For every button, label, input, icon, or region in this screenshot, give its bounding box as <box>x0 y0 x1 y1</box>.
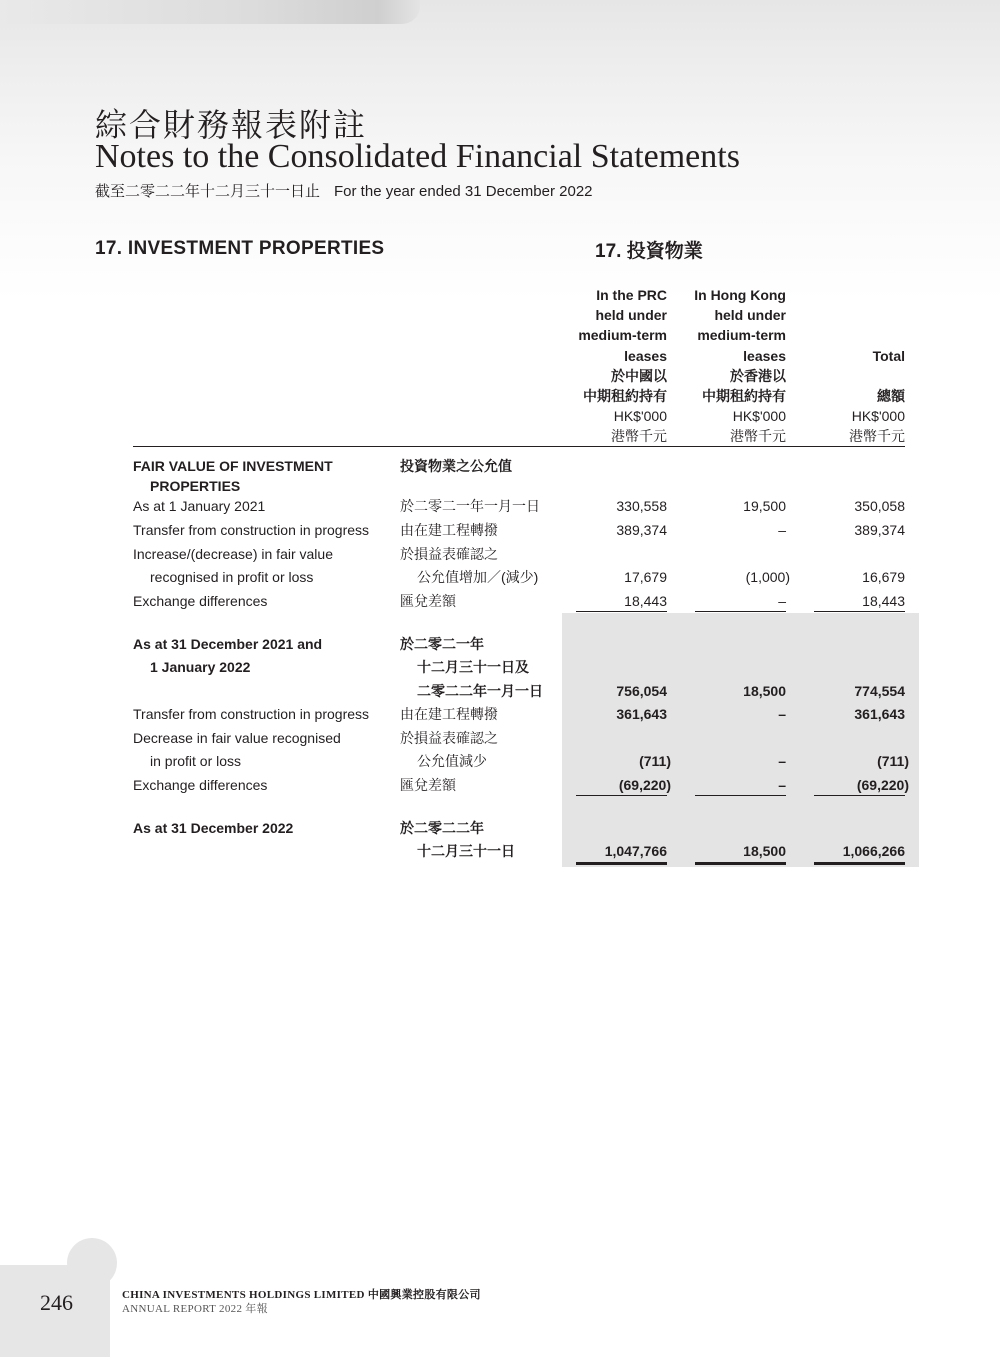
col-prc-line4: leases <box>624 347 667 364</box>
cell-value: – <box>778 777 786 793</box>
col-hk-line2: held under <box>714 307 786 324</box>
row-label-en: Transfer from construction in progress <box>133 522 370 538</box>
current-year-shading <box>562 613 919 867</box>
cell-value: 19,500 <box>743 498 786 514</box>
row-label-en: Decrease in fair value recognised <box>133 730 341 746</box>
col-hk-line4: leases <box>743 347 786 364</box>
cell-value: 389,374 <box>616 522 667 538</box>
cell-value: (1,000) <box>745 569 790 585</box>
header-rule <box>133 446 905 447</box>
cell-value: 361,643 <box>616 706 667 722</box>
fv-heading-zh: 投資物業之公允值 <box>400 458 512 474</box>
row-label-en: Increase/(decrease) in fair value <box>133 546 333 562</box>
cell-value: 18,443 <box>624 593 667 609</box>
row-label-zh: 由在建工程轉撥 <box>400 706 498 722</box>
col-hk-unit-en: HK$'000 <box>732 408 786 425</box>
cell-value: (711) <box>877 753 909 769</box>
section-title-zh: 17. 投資物業 <box>595 241 703 262</box>
subtotal-rule <box>695 611 786 612</box>
page-title-en: Notes to the Consolidated Financial Statements <box>95 138 740 175</box>
col-hk-zh1: 於香港以 <box>730 367 786 384</box>
fv-heading-en-2: PROPERTIES <box>150 478 241 494</box>
col-hk-unit-zh: 港幣千元 <box>730 428 786 445</box>
subtotal-rule <box>814 611 905 612</box>
fv-heading-en-1: FAIR VALUE OF INVESTMENT <box>133 458 333 474</box>
cell-value: 16,679 <box>862 569 905 585</box>
cell-value: 1,047,766 <box>604 843 667 859</box>
row-label-en: Exchange differences <box>133 777 268 793</box>
col-prc-unit-en: HK$'000 <box>613 408 667 425</box>
cell-value: (711) <box>639 753 671 769</box>
col-total-line2 <box>775 305 905 325</box>
cell-value: 389,374 <box>854 522 905 538</box>
subtotal-label-en-2: 1 January 2022 <box>150 659 251 675</box>
cell-value: 756,054 <box>616 683 667 699</box>
subtotal-label-en-1: As at 31 December 2021 and <box>133 636 323 652</box>
cell-value: 1,066,266 <box>842 843 905 859</box>
period-subtitle-zh: 截至二零二二年十二月三十一日止 <box>95 183 321 200</box>
row-label-zh: 匯兌差額 <box>400 777 456 793</box>
total-label-zh-2: 十二月三十一日 <box>417 843 515 859</box>
cell-value: 17,679 <box>624 569 667 585</box>
decorative-swoosh <box>0 0 420 24</box>
period-subtitle-en: For the year ended 31 December 2022 <box>334 183 593 200</box>
col-total-zh2: 總額 <box>877 388 905 405</box>
cell-value: 774,554 <box>854 683 905 699</box>
col-total-line4: Total <box>872 347 905 364</box>
subtotal-rule <box>695 795 786 796</box>
column-header-hk <box>656 285 786 447</box>
total-double-rule <box>576 862 667 865</box>
col-hk-zh2: 中期租約持有 <box>702 388 786 405</box>
col-total-unit-zh: 港幣千元 <box>849 428 905 445</box>
cell-value: 18,500 <box>743 683 786 699</box>
row-label-en: Exchange differences <box>133 593 268 609</box>
row-label-zh: 於損益表確認之 <box>400 730 498 746</box>
column-header-prc <box>537 285 667 447</box>
row-label-zh: 於損益表確認之 <box>400 546 498 562</box>
col-hk-line1: In Hong Kong <box>694 287 786 303</box>
footer-report: ANNUAL REPORT 2022 年報 <box>122 1303 268 1315</box>
cell-value: 350,058 <box>854 498 905 514</box>
subtotal-label-zh-1: 於二零二一年 <box>400 636 484 652</box>
cell-value: 361,643 <box>854 706 905 722</box>
row-label-zh: 匯兌差額 <box>400 593 456 609</box>
cell-value: – <box>778 593 786 609</box>
col-prc-zh1: 於中國以 <box>611 367 667 384</box>
cell-value: – <box>778 753 786 769</box>
col-prc-line1: In the PRC <box>596 287 667 303</box>
col-prc-unit-zh: 港幣千元 <box>611 428 667 445</box>
subtotal-label-zh-3: 二零二二年一月一日 <box>417 683 543 699</box>
row-label-zh: 由在建工程轉撥 <box>400 522 498 538</box>
total-label-zh-1: 於二零二二年 <box>400 820 484 836</box>
total-label-en: As at 31 December 2022 <box>133 820 294 836</box>
col-hk-line3: medium-term <box>697 327 786 344</box>
cell-value: – <box>778 522 786 538</box>
row-label-en: Transfer from construction in progress <box>133 706 370 722</box>
col-prc-line2: held under <box>595 307 667 324</box>
row-label-en: As at 1 January 2021 <box>133 498 266 514</box>
period-subtitle <box>95 180 593 201</box>
cell-value: (69,220) <box>618 777 671 793</box>
cell-value: 330,558 <box>616 498 667 514</box>
page-number-decoration <box>67 1238 117 1288</box>
row-label-zh-cont: 公允值減少 <box>417 753 487 769</box>
page-title-zh: 綜合財務報表附註 <box>95 106 368 144</box>
total-double-rule <box>814 862 905 865</box>
row-label-zh-cont: 公允值增加／(減少) <box>417 569 539 585</box>
row-label-zh: 於二零二一年一月一日 <box>400 498 540 514</box>
col-total-unit-en: HK$'000 <box>851 408 905 425</box>
subtotal-rule <box>814 795 905 796</box>
row-label-en-cont: in profit or loss <box>150 753 242 769</box>
col-total-line3 <box>775 325 905 345</box>
col-prc-zh2: 中期租約持有 <box>583 388 667 405</box>
cell-value: – <box>778 706 786 722</box>
cell-value: 18,443 <box>862 593 905 609</box>
cell-value: (69,220) <box>856 777 909 793</box>
column-header-total <box>775 285 905 447</box>
subtotal-label-zh-2: 十二月三十一日及 <box>417 659 529 675</box>
col-total-line1 <box>775 285 905 305</box>
subtotal-rule <box>576 795 667 796</box>
subtotal-rule <box>576 611 667 612</box>
cell-value: 18,500 <box>743 843 786 859</box>
page-number: 246 <box>40 1290 73 1315</box>
total-double-rule <box>695 862 786 865</box>
section-title-en: 17. INVESTMENT PROPERTIES <box>95 238 385 259</box>
col-prc-line3: medium-term <box>578 327 667 344</box>
footer-company: CHINA INVESTMENTS HOLDINGS LIMITED 中國興業控股有限公司 <box>122 1289 481 1301</box>
col-total-zh1 <box>775 366 905 386</box>
row-label-en-cont: recognised in profit or loss <box>150 569 314 585</box>
